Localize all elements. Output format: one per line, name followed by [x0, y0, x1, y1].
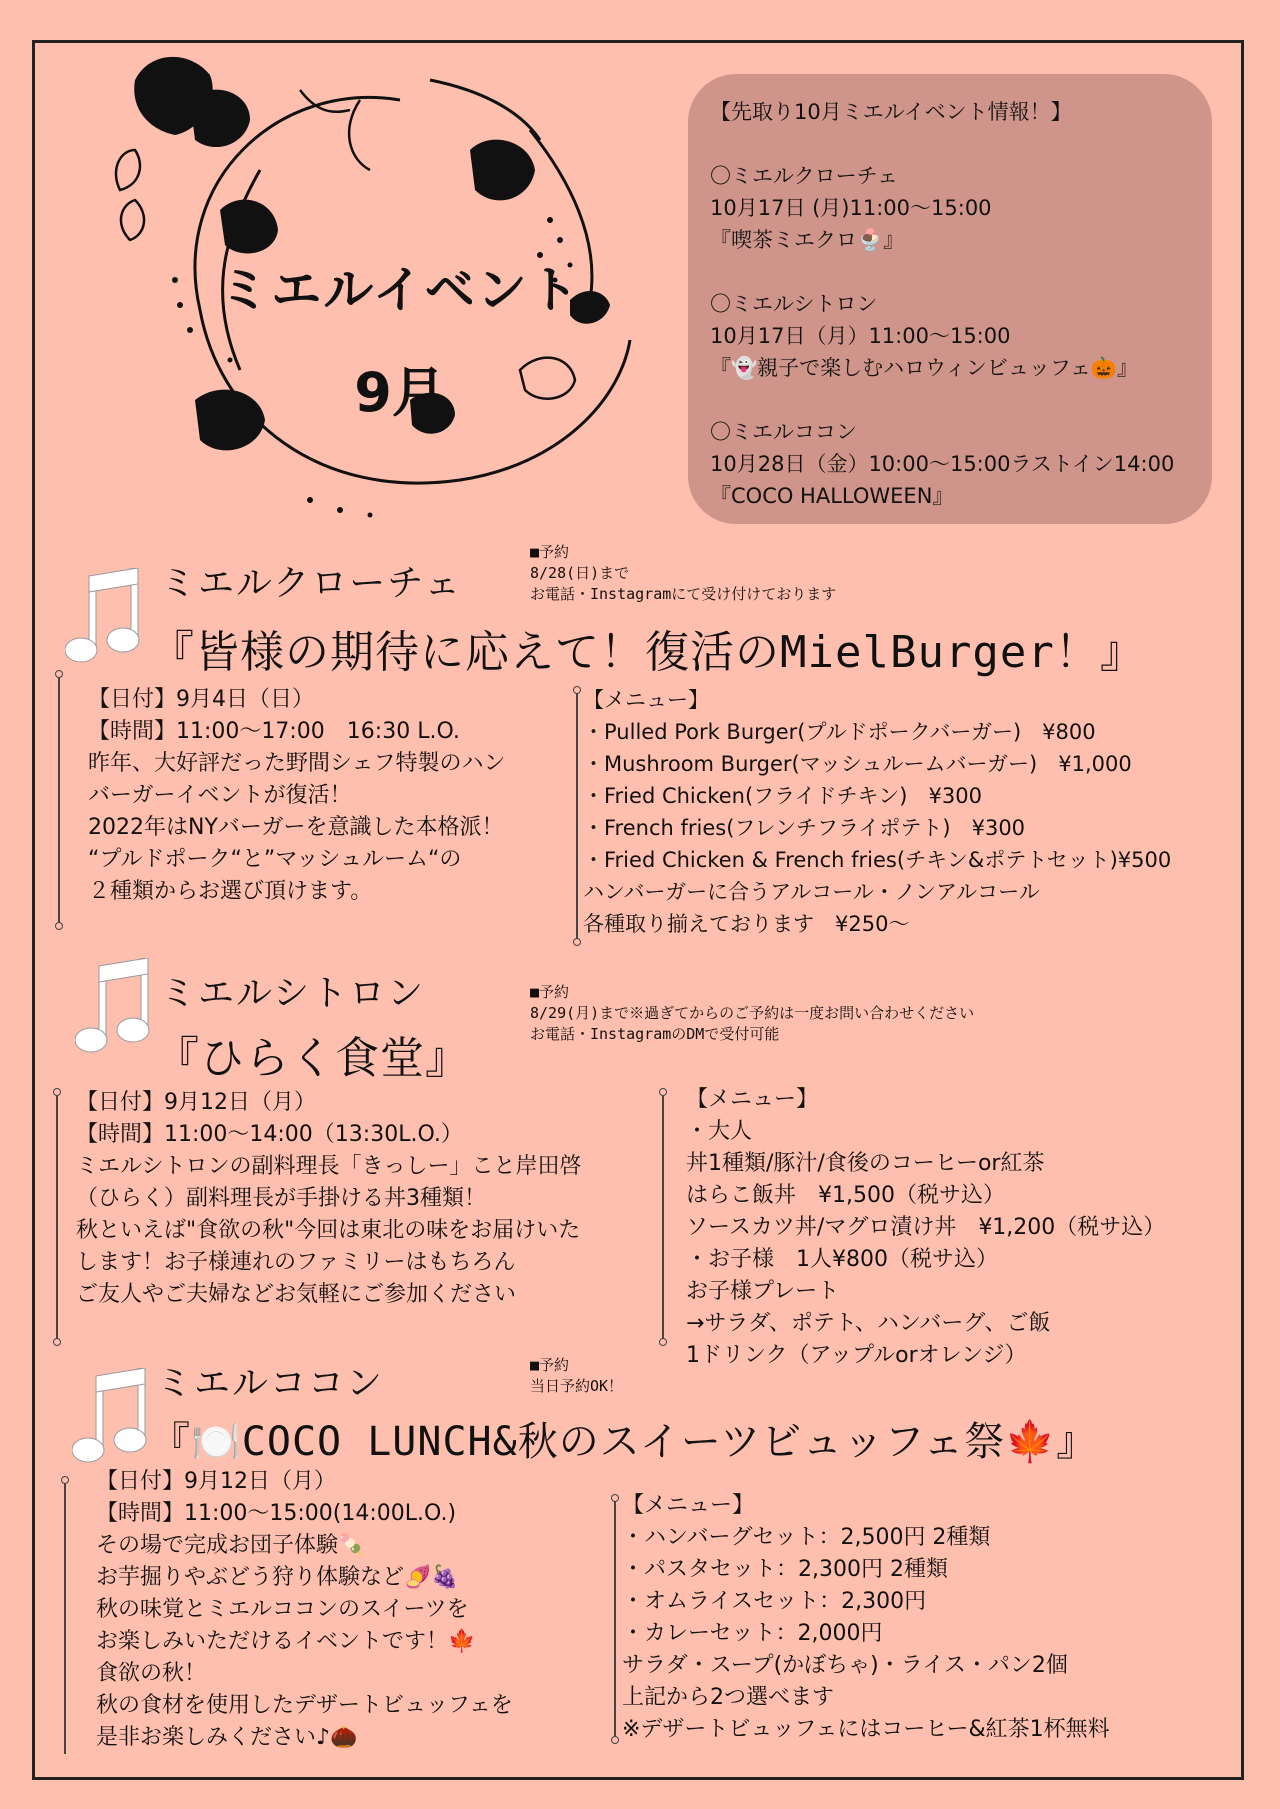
reserve-line: 8/29(月)まで※過ぎてからのご予約は一度お問い合わせください: [530, 1004, 975, 1022]
menu-line: ・大人: [686, 1119, 753, 1144]
menu-line: ・パスタセット：2,300円 2種類: [622, 1557, 948, 1582]
venue-name-croce: ミエルクローチェ: [160, 563, 463, 604]
divider-dot: [659, 1338, 667, 1346]
menu-line: ・ハンバーグセット：2,500円 2種類: [622, 1525, 991, 1550]
reservation-note-citron: [530, 982, 974, 1045]
detail-line: お楽しみいただけるイベントです！🍁: [96, 1629, 476, 1654]
reserve-line: ■予約: [530, 983, 570, 1001]
reserve-line: お電話・Instagramにて受け付けております: [530, 585, 837, 603]
page-title: ミエルイベント: [219, 261, 581, 319]
detail-line: 食欲の秋！: [96, 1661, 207, 1686]
menu-croce: [583, 684, 1171, 940]
menu-line: 【メニュー】: [583, 688, 709, 712]
menu-line: 1ドリンク（アップルorオレンジ）: [686, 1343, 1027, 1368]
menu-line: ・Fried Chicken(フライドチキン) ¥300: [583, 784, 982, 808]
detail-line: その場で完成お団子体験🍡: [96, 1533, 366, 1558]
event-details-cocon: [96, 1466, 513, 1754]
detail-line: 【時間】11:00～17:00 16:30 L.O.: [88, 719, 460, 744]
divider-line: [64, 1478, 66, 1754]
menu-line: ※デザートビュッフェにはコーヒー&紅茶1杯無料: [622, 1717, 1110, 1742]
menu-line: ・Pulled Pork Burger(プルドポークバーガー) ¥800: [583, 720, 1096, 744]
detail-line: 昨年、大好評だった野間シェフ特製のハン: [88, 751, 506, 776]
divider-dot: [61, 1476, 69, 1484]
detail-line: 【日付】9月4日（日）: [88, 687, 314, 712]
detail-line: ミエルシトロンの副料理長「きっしー」こと岸田啓: [76, 1154, 582, 1179]
divider-line: [614, 1496, 616, 1742]
divider-dot: [53, 1338, 61, 1346]
october-preview-box: [688, 74, 1212, 524]
detail-line: ２種類からお選び頂けます。: [88, 879, 373, 904]
detail-line: “プルドポーク“と”マッシュルーム“の: [88, 847, 462, 872]
detail-line: （ひらく）副料理長が手掛ける丼3種類！: [76, 1186, 486, 1211]
preview-event-title: 『COCO HALLOWEEN』: [710, 484, 954, 508]
menu-line: 上記から2つ選べます: [622, 1685, 834, 1710]
detail-line: 【日付】9月12日（月）: [96, 1469, 336, 1494]
divider-dot: [611, 1736, 619, 1744]
divider-line: [576, 688, 578, 944]
reservation-note-croce: [530, 542, 836, 605]
reserve-line: ■予約: [530, 1356, 570, 1374]
divider-dot: [55, 670, 63, 678]
menu-line: 【メニュー】: [686, 1087, 819, 1112]
detail-line: 秋の味覚とミエルココンのスイーツを: [96, 1597, 469, 1622]
preview-event-date: 10月17日 (月)11:00～15:00: [710, 196, 992, 220]
detail-line: 秋の食材を使用したデザートビュッフェを: [96, 1693, 513, 1718]
event-details-citron: [76, 1087, 581, 1311]
menu-line: 丼1種類/豚汁/食後のコーヒーor紅茶: [686, 1151, 1045, 1176]
venue-name-cocon: ミエルココン: [156, 1363, 385, 1404]
menu-line: 【メニュー】: [622, 1493, 755, 1518]
menu-line: ハンバーガーに合うアルコール・ノンアルコール: [583, 880, 1040, 904]
event-headline-cocon: 『🍽️COCO LUNCH&秋のスイーツビュッフェ祭🍁』: [150, 1419, 1098, 1465]
preview-event-title: 『喫茶ミエクロ🍨』: [710, 228, 905, 252]
reserve-line: 当日予約OK！: [530, 1377, 624, 1395]
reserve-line: 8/28(日)まで: [530, 564, 630, 582]
menu-cocon: [622, 1490, 1110, 1746]
detail-line: します！お子様連れのファミリーはもちろん: [76, 1250, 516, 1275]
menu-line: →サラダ、ポテト、ハンバーグ、ご飯: [686, 1311, 1051, 1336]
preview-event-name: 〇ミエルシトロン: [710, 292, 878, 316]
reservation-note-cocon: [530, 1355, 623, 1397]
divider-dot: [659, 1088, 667, 1096]
divider-dot: [55, 922, 63, 930]
preview-event-date: 10月28日（金）10:00～15:00ラストイン14:00: [710, 452, 1175, 476]
menu-line: ・お子様 1人¥800（税サ込）: [686, 1247, 998, 1272]
reserve-line: ■予約: [530, 543, 570, 561]
reserve-line: お電話・InstagramのDMで受付可能: [530, 1025, 780, 1043]
divider-line: [56, 1090, 58, 1344]
menu-citron: [686, 1084, 1165, 1372]
page-month: 9月: [354, 361, 446, 424]
preview-event-title: 『👻親子で楽しむハロウィンビュッフェ🎃』: [710, 356, 1138, 380]
menu-line: 各種取り揃えております ¥250～: [583, 912, 910, 936]
divider-line: [58, 672, 60, 928]
detail-line: バーガーイベントが復活！: [88, 783, 352, 808]
divider-dot: [573, 938, 581, 946]
menu-line: ・Fried Chicken & French fries(チキン&ポテトセット)¥500: [583, 848, 1172, 872]
preview-heading: 【先取り10月ミエルイベント情報！】: [710, 100, 1072, 124]
menu-line: ・French fries(フレンチフライポテト) ¥300: [583, 816, 1026, 840]
detail-line: 【時間】11:00～14:00（13:30L.O.）: [76, 1122, 463, 1147]
menu-line: はらこ飯丼 ¥1,500（税サ込）: [686, 1183, 1005, 1208]
divider-dot: [53, 1088, 61, 1096]
detail-line: ご友人やご夫婦などお気軽にご参加ください: [76, 1282, 517, 1307]
menu-line: ・カレーセット：2,000円: [622, 1621, 883, 1646]
detail-line: お芋掘りやぶどう狩り体験など🍠🍇: [96, 1565, 459, 1590]
menu-line: ソースカツ丼/マグロ漬け丼 ¥1,200（税サ込）: [686, 1215, 1166, 1240]
venue-name-citron: ミエルシトロン: [160, 973, 426, 1014]
detail-line: 2022年はNYバーガーを意識した本格派！: [88, 815, 504, 840]
music-note-icon: [72, 1368, 156, 1468]
event-headline-croce: 『皆様の期待に応えて！復活のMielBurger！』: [150, 627, 1145, 678]
menu-line: お子様プレート: [686, 1279, 840, 1304]
detail-line: 是非お楽しみください♪🌰: [96, 1725, 358, 1750]
preview-event-name: 〇ミエルココン: [710, 420, 857, 444]
divider-dot: [611, 1494, 619, 1502]
divider-dot: [573, 686, 581, 694]
event-headline-citron: 『ひらく食堂』: [155, 1033, 470, 1084]
music-note-icon: [65, 568, 149, 668]
divider-line: [662, 1090, 664, 1344]
detail-line: 秋といえば"食欲の秋"今回は東北の味をお届けいた: [76, 1218, 581, 1243]
preview-event-date: 10月17日（月）11:00～15:00: [710, 324, 1011, 348]
event-details-croce: [88, 684, 506, 908]
menu-line: サラダ・スープ(かぼちゃ)・ライス・パン2個: [622, 1653, 1068, 1678]
preview-event-name: 〇ミエルクローチェ: [710, 164, 898, 188]
detail-line: 【日付】9月12日（月）: [76, 1090, 316, 1115]
menu-line: ・Mushroom Burger(マッシュルームバーガー) ¥1,000: [583, 752, 1132, 776]
menu-line: ・オムライスセット：2,300円: [622, 1589, 927, 1614]
music-note-icon: [75, 958, 159, 1058]
detail-line: 【時間】11:00～15:00(14:00L.O.): [96, 1501, 457, 1526]
